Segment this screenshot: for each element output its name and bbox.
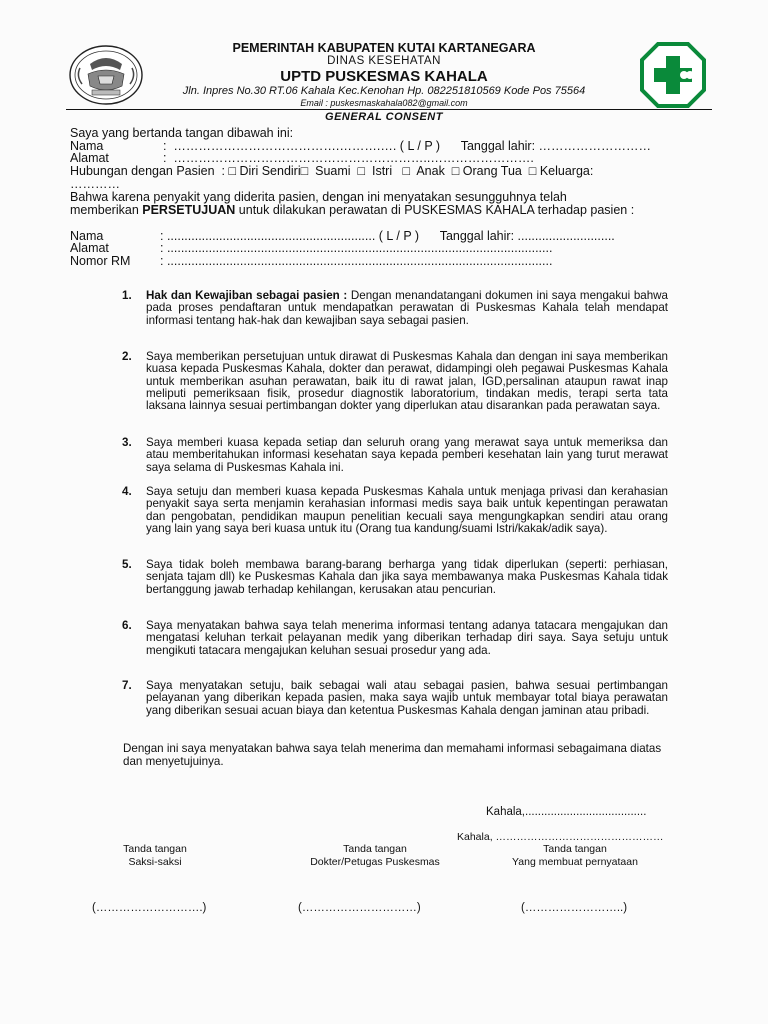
signer-name-field: : ………………………………….……….…. ( L / P ) Tanggal lahir: ……………………… [163, 139, 652, 153]
signer-address-field: : ……………………………………………………..……………………. [163, 151, 534, 165]
signature-blank-declarant: (……………………..) [521, 902, 628, 914]
intro-text: Saya yang bertanda tangan dibawah ini: [70, 126, 294, 140]
header-department: DINAS KESEHATAN [327, 55, 441, 67]
patient-rm-label: Nomor RM [70, 254, 131, 268]
signature-doctor: Tanda tangan Dokter/Petugas Puskesmas [310, 843, 440, 868]
closing-statement: Dengan ini saya menyatakan bahwa saya telah menerima dan memahami informasi sebagaimana diatas dan menyetujuinya. [123, 742, 662, 768]
signature-blank-witness: (……………………….) [92, 902, 207, 914]
patient-name-label: Nama [70, 229, 104, 243]
patient-rm-field: : ............................................................................................................... [160, 254, 553, 268]
header-address: Jln. Inpres No.30 RT.06 Kahala Kec.Kenohan Hp. 082251810569 Kode Pos 75564 [182, 85, 586, 97]
patient-address-field: : ............................................................................................................... [160, 241, 553, 255]
signature-witness: Tanda tangan Saksi-saksi [123, 843, 187, 868]
relationship-line: Hubungan dengan Pasien : □ Diri Sendiri□ Suami □ Istri □ Anak □ Orang Tua □ Keluarga: [70, 164, 594, 178]
place-date-2: Kahala, ………………………………………… [457, 831, 664, 843]
header-puskesmas: UPTD PUSKESMAS KAHALA [280, 68, 488, 85]
patient-name-field: : ............................................................ ( L / P ) Tanggal lahir: ............................ [160, 229, 615, 243]
document-title: GENERAL CONSENT [325, 111, 443, 123]
header-government: PEMERINTAH KABUPATEN KUTAI KARTANEGARA [232, 41, 536, 55]
relationship-continued: ………… [70, 177, 120, 191]
signer-name-label: Nama [70, 139, 104, 153]
patient-address-label: Alamat [70, 241, 109, 255]
persetujuan-bold: PERSETUJUAN [142, 203, 236, 217]
header-divider [66, 109, 712, 110]
consent-form-page: PEMERINTAH KABUPATEN KUTAI KARTANEGARA DINAS KESEHATAN UPTD PUSKESMAS KAHALA Jln. Inpres No.30 RT.06 Kahala Kec.Kenohan Hp. 082251810569 Kode Pos 75564 Email : puskesmaskahala082@gmail.com GENERAL CONSENT Saya yang bertanda tangan dibawah ini: Nama : ………………………………….……….…. ( L / P ) Tanggal lahir: ……………………… Alamat : ……………………………………………………..……………………. Hubungan dengan Pasien : □ Diri Sendiri□ Suami □ Istri □ Anak □ Orang Tua □ Keluarga: ………… Bahwa karena penyakit yang diderita pasien, dengan ini menyatakan sesungguhnya telah memberikan PERSETUJUAN untuk dilakukan perawatan di PUSKESMAS KAHALA terhadap pasien : Nama : ............................................................ ( L / P ) Tanggal lahir: ............................ Alamat : ............................................................................................................... Nomor RM : ............................................................................................................... 1. Hak dan Kewajiban sebagai pasien : Dengan menandatangani dokumen ini saya mengakui bahwa pada proses pendaftaran untuk mendapatkan perawatan di Puskesmas Kahala telah mendapat informasi tentang hak-hak dan kewajiban saya sebagai pasien. 2. Saya memberikan persetujuan untuk dirawat di Puskesmas Kahala dan dengan ini saya memberikan kuasa kepada Puskesmas Kahala, dokter dan perawat, didampingi oleh pegawai Puskesmas Kahala untuk memberikan asuhan perawatan, baik itu di rawat jalan, IGD,persalinan ataupun rawat inap meliputi pemeriksaan fisik, prosedur diagnostik laboratorium, tindakan medis, terapi serta tata laksana lainnya sesuai pertimbangan dokter yang diperlukan atau disarankan pada perawatan saya. 3. Saya memberi kuasa kepada setiap dan seluruh orang yang merawat saya untuk memeriksa dan atau memberitahukan informasi kesehatan saya kepada pemberi kesehatan lain yang turut merawat saya selama di Puskesmas Kahala ini. 4. Saya setuju dan memberi kuasa kepada Puskesmas Kahala untuk menjaga privasi dan kerahasian penyakit saya serta menjamin kerahasian informasi medis saya baik untuk kepentingan perawatan dan pengobatan, pendidikan maupun penelitian kecuali saya mengungkapkan sendiri atau orang yang lain yang saya beri kuasa untuk itu (Orang tua kandung/suami Istri/kakak/adik saya). 5. Saya tidak boleh membawa barang-barang berharga yang tidak diperlukan (seperti: perhiasan, senjata tajam dll) ke Puskesmas Kahala dan jika saya membawanya maka Puskesmas Kahala tidak bertanggung jawab terhadap kehilangan, kerusakan atau pencurian. 6. Saya menyatakan bahwa saya telah menerima informasi tentang adanya tatacara mengajukan dan mengatasi keluhan terkait pelayanan medik yang diberikan terhadap diri saya. Saya setuju untuk mengikuti tatacara mengajukan keluhan sesuai prosedur yang ada. 7. Saya menyatakan setuju, baik sebagai wali atau sebagai pasien, bahwa sesuai pertimbangan pelayanan yang diberikan kepada pasien, maka saya wajib untuk membayar total biaya perawatan yang diberikan sesuai acuan biaya dan ketentua Puskesmas Kahala dengan jaminan atau pribadi. Dengan ini saya menyatakan bahwa saya telah menerima dan memahami informasi sebagaimana diatas dan menyetujuinya. Kahala,...................................... Kahala, ………………………………………… Tanda tangan Saksi-saksi Tanda tangan Dokter/Petugas Puskesmas Tanda tangan Yang membuat pernyataan (……………………….) (…………………………) (……………………..) [0, 0, 768, 1024]
signature-declarant: Tanda tangan Yang membuat pernyataan [512, 843, 638, 868]
header-email: Email : puskesmaskahala082@gmail.com [300, 98, 468, 108]
signature-blank-doctor: (…………………………) [298, 902, 421, 914]
signer-address-label: Alamat [70, 151, 109, 165]
statement-line-2: memberikan PERSETUJUAN untuk dilakukan perawatan di PUSKESMAS KAHALA terhadap pasien : [70, 203, 635, 217]
place-date-1: Kahala,...................................... [486, 806, 647, 818]
statement-line-1: Bahwa karena penyakit yang diderita pasien, dengan ini menyatakan sesungguhnya telah [70, 190, 567, 204]
